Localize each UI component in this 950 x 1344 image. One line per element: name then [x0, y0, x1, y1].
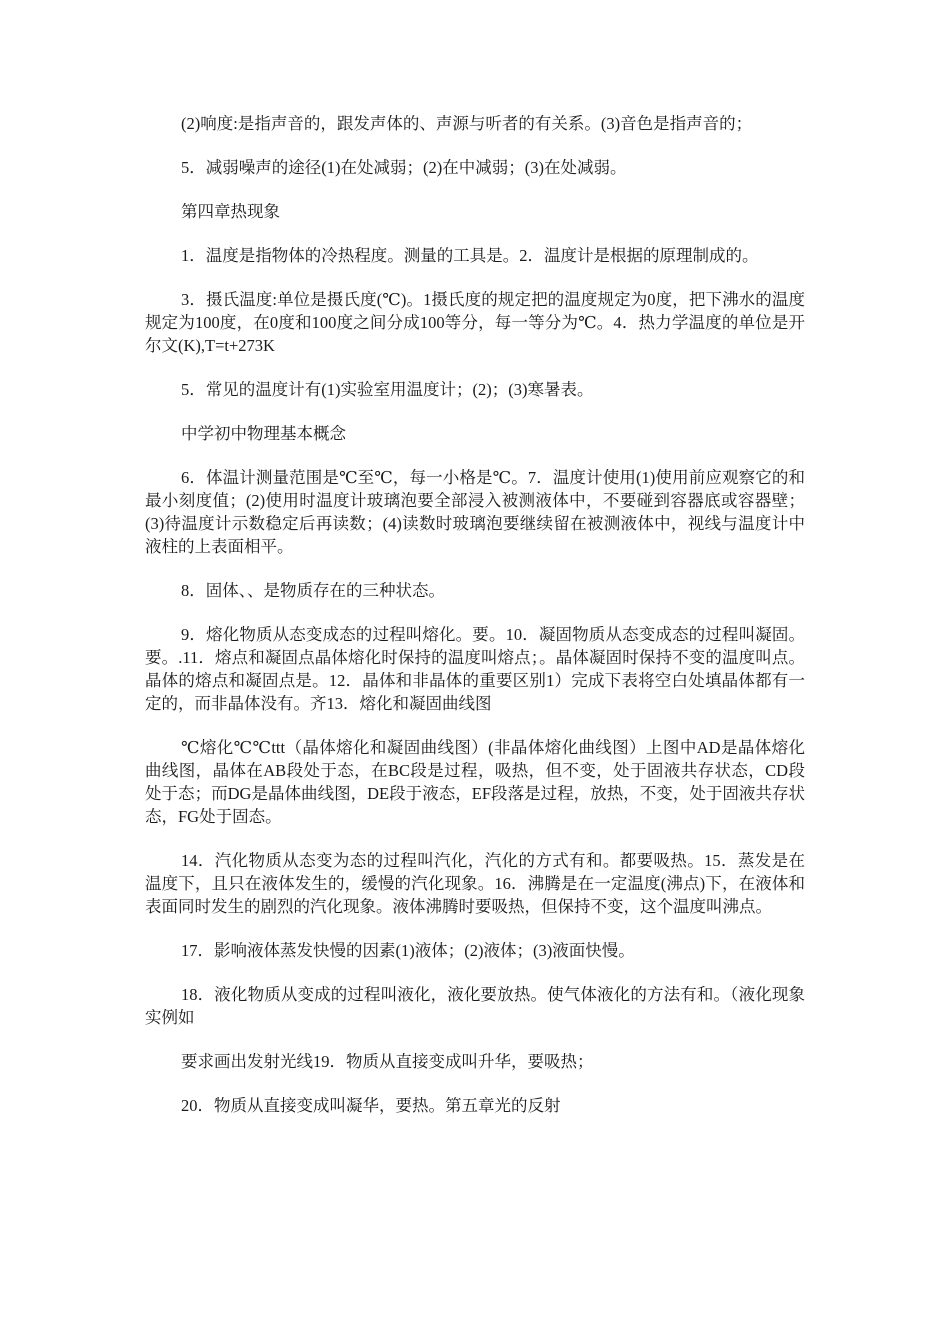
paragraph: 1．温度是指物体的冷热程度。测量的工具是。2．温度计是根据的原理制成的。 [181, 246, 759, 265]
paragraph: 3．摄氏温度:单位是摄氏度(℃)。1摄氏度的规定把的温度规定为0度，把下沸水的温度规定为100度，在0度和100度之间分成100等分，每一等分为℃。4．热力学温度的单位是开尔文(K),T=t+273K [145, 290, 805, 355]
paragraph: 9．熔化物质从态变成态的过程叫熔化。要。10．凝固物质从态变成态的过程叫凝固。要。.11．熔点和凝固点晶体熔化时保持的温度叫熔点；。晶体凝固时保持不变的温度叫点。晶体的熔点和凝固点是。12．晶体和非晶体的重要区别1）完成下表将空白处填晶体都有一定的，而非晶体没有。齐13．熔化和凝固曲线图 [145, 625, 805, 713]
chapter-heading: 第四章热现象 [181, 202, 280, 221]
paragraph: (2)响度:是指声音的，跟发声体的、声源与听者的有关系。(3)音色是指声音的； [181, 114, 753, 133]
paragraph: 6．体温计测量范围是℃至℃，每一小格是℃。7．温度计使用(1)使用前应观察它的和最小刻度值；(2)使用时温度计玻璃泡要全部浸入被测液体中，不要碰到容器底或容器壁；(3)待温度计示数稳定后再读数；(4)读数时玻璃泡要继续留在被测液体中，视线与温度计中液柱的上表面相平。 [145, 468, 805, 556]
paragraph: 5．减弱噪声的途径(1)在处减弱；(2)在中减弱；(3)在处减弱。 [181, 158, 627, 177]
paragraph: ℃熔化℃℃ttt（晶体熔化和凝固曲线图）(非晶体熔化曲线图）上图中AD是晶体熔化曲线图，晶体在AB段处于态，在BC段是过程，吸热，但不变，处于固液共存状态，CD段处于态；而DG是晶体曲线图，DE段于液态，EF段落是过程，放热，不变，处于固液共存状态，FG处于固态。 [145, 738, 805, 826]
paragraph: 20．物质从直接变成叫凝华，要热。第五章光的反射 [181, 1096, 561, 1115]
paragraph: 18．液化物质从变成的过程叫液化，液化要放热。使气体液化的方法有和。（液化现象实例如 [145, 985, 805, 1027]
document-body [145, 112, 805, 1138]
paragraph: 14．汽化物质从态变为态的过程叫汽化，汽化的方式有和。都要吸热。15．蒸发是在温度下，且只在液体发生的，缓慢的汽化现象。16．沸腾是在一定温度(沸点)下，在液体和表面同时发生的剧烈的汽化现象。液体沸腾时要吸热，但保持不变，这个温度叫沸点。 [145, 851, 805, 916]
section-heading: 中学初中物理基本概念 [181, 424, 346, 443]
paragraph: 5．常见的温度计有(1)实验室用温度计；(2)；(3)寒暑表。 [181, 380, 594, 399]
paragraph: 17．影响液体蒸发快慢的因素(1)液体；(2)液体；(3)液面快慢。 [181, 941, 635, 960]
paragraph: 要求画出发射光线19．物质从直接变成叫升华，要吸热； [181, 1052, 594, 1071]
paragraph: 8．固体、、是物质存在的三种状态。 [181, 581, 445, 600]
